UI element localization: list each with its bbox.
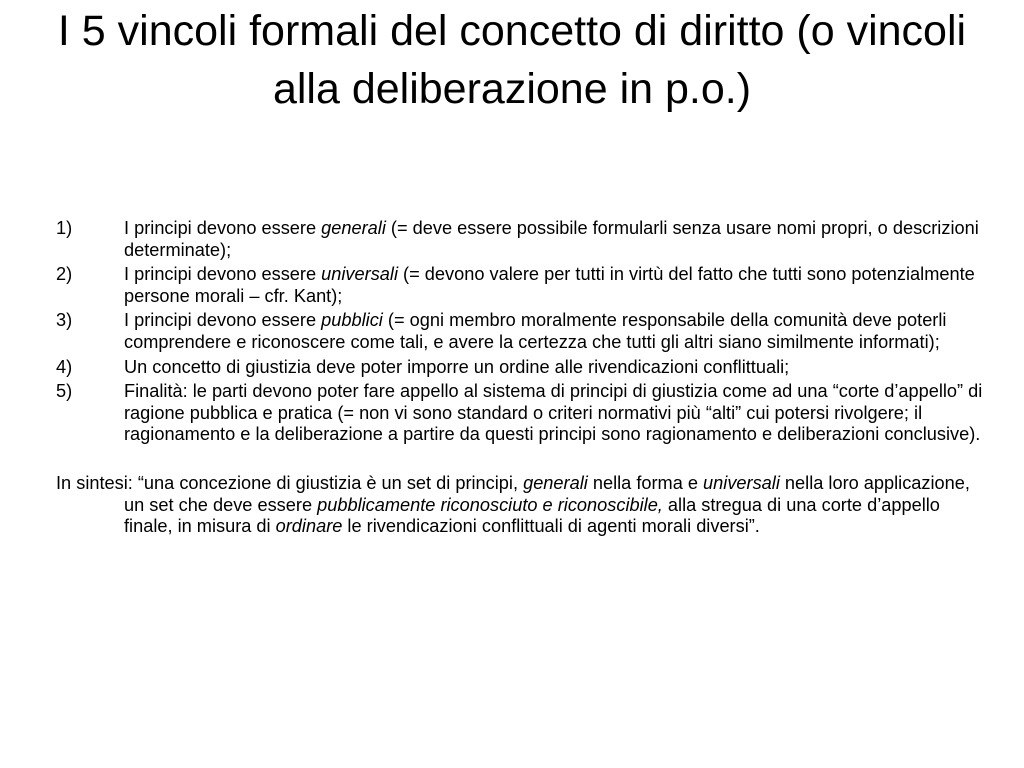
list-item-text <box>124 218 979 260</box>
list-item-number: 2) <box>56 264 73 285</box>
list-item <box>56 381 986 446</box>
emphasized-term: ordinare <box>275 516 343 537</box>
list-item <box>56 310 986 353</box>
text-segment: I principi devono essere <box>124 264 322 285</box>
text-segment: I principi devono essere <box>124 218 322 238</box>
text-segment: I principi devono essere <box>124 310 322 331</box>
text-segment: le rivendicazioni conflittuali di agenti morali diversi”. <box>342 516 760 537</box>
emphasized-term: pubblici <box>321 310 383 331</box>
emphasized-term: pubblicamente riconosciuto e riconoscibile, <box>317 494 663 515</box>
emphasized-term: generali <box>523 472 588 493</box>
list-item-text <box>124 264 975 306</box>
text-segment: (= devono valere per tutti in virtù del fatto che tutti sono potenzialmente persone morali – cfr. Kant); <box>124 264 975 306</box>
slide-title: I 5 vincoli formali del concetto di diritto (o vincoli alla deliberazione in p.o.) <box>57 7 967 113</box>
list-item <box>56 218 986 261</box>
text-segment: alla stregua di una corte d’appello finale, in misura di <box>124 494 940 537</box>
text-segment: (= deve essere possibile formularli senza usare nomi propri, o descrizioni determinate); <box>124 218 979 260</box>
text-segment: nella loro applicazione, un set che deve essere <box>124 472 970 515</box>
list-item-text: Un concetto di giustizia deve poter imporre un ordine alle rivendicazioni conflittuali; <box>124 356 790 377</box>
summary-paragraph <box>56 473 986 538</box>
text-segment: nella forma e <box>587 472 704 493</box>
list-item-number: 3) <box>56 310 73 331</box>
slide-body <box>56 218 986 556</box>
text-segment: (= ogni membro moralmente responsabile della comunità deve poterli comprendere e riconoscere come tali, e avere la certezza che tutti gli altri siano similmente informati); <box>124 310 947 352</box>
emphasized-term: universali <box>321 264 398 285</box>
list-item <box>56 357 986 379</box>
list-item-text <box>124 310 946 352</box>
constraints-list <box>56 218 986 446</box>
list-item-text: Finalità: le parti devono poter fare appello al sistema di principi di giustizia come ad una “corte d’appello” di ragione pubblica e pratica (= non vi sono standard o criteri normativi più “alti” cui potersi rivolgere; il ragionamento e la deliberazione a partire da questi principi sono ragionamento e deliberazioni conclusive). <box>124 381 983 445</box>
list-item-number: 5) <box>56 381 73 402</box>
emphasized-term: generali <box>321 218 386 238</box>
list-item-number: 1) <box>56 218 73 238</box>
emphasized-term: universali <box>703 472 780 493</box>
text-segment: In sintesi: “una concezione di giustizia è un set di principi, <box>56 472 524 493</box>
list-item <box>56 264 986 307</box>
list-item-number: 4) <box>56 356 73 377</box>
